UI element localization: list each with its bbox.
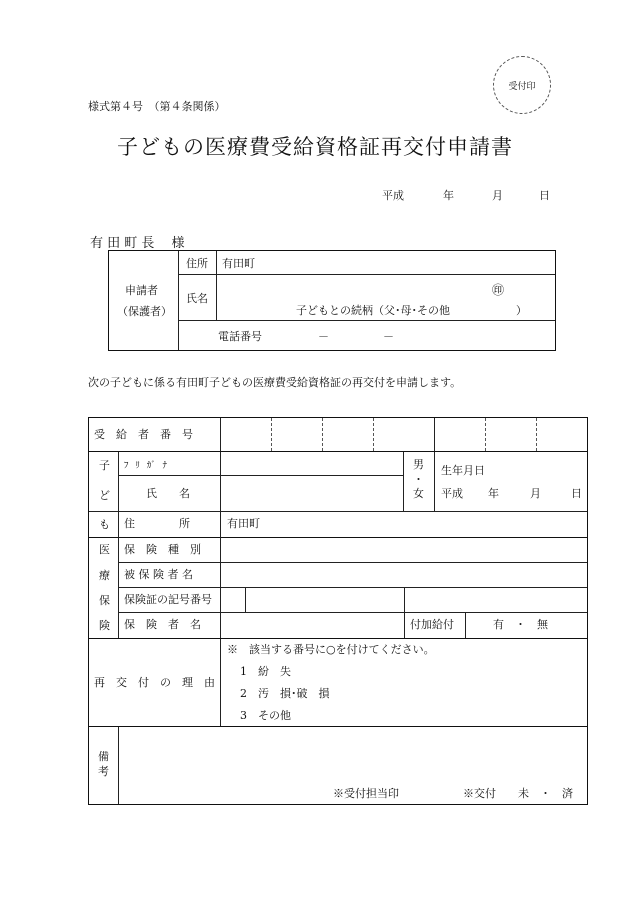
date-line [0, 190, 630, 204]
applicant-label: 申請者 [125, 284, 158, 297]
date-day: 日 [539, 189, 550, 202]
sex-dot: ・ [413, 473, 424, 486]
furigana-label: ﾌ ﾘ ｶﾞ ﾅ [124, 461, 170, 471]
phone-dash: － [383, 330, 394, 343]
sex-female[interactable]: 女 [413, 487, 424, 500]
additional-benefit-label: 付加給付 [410, 618, 454, 631]
insurance-type-label: 保 険 種 別 [124, 543, 201, 556]
birth-year: 年 [488, 487, 499, 500]
child-side-char: も [99, 518, 110, 531]
child-side-char: 子 [99, 459, 110, 472]
additional-benefit-choice[interactable]: 有 ・ 無 [493, 618, 548, 631]
phone-dash: － [318, 330, 329, 343]
birth-era: 平成 [441, 487, 463, 500]
insurance-side-char: 医 [99, 543, 110, 556]
insured-name-label: 被 保 険 者 名 [124, 568, 193, 581]
table-rule [89, 638, 587, 639]
addressee: 有 田 町 長 様 [90, 236, 185, 251]
card-number-label: 保険証の記号番号 [124, 593, 212, 606]
insurance-side-char: 保 [99, 594, 110, 607]
applicant-divider [216, 251, 217, 320]
child-address-label: 住 所 [124, 517, 190, 530]
insurer-name-label: 保 険 者 名 [124, 618, 201, 631]
staff-seal-label: ※受付担当印 [333, 787, 399, 800]
table-rule [434, 452, 435, 511]
child-address-value[interactable]: 有田町 [227, 517, 260, 530]
applicant-address-value[interactable]: 有田町 [222, 257, 255, 270]
date-era: 平成 [382, 189, 404, 202]
seal-mark: ㊞ [492, 283, 505, 297]
reason-note: ※ 該当する番号に○を付けてください。 [227, 643, 435, 656]
applicant-divider [178, 251, 179, 350]
applicant-divider [178, 320, 555, 321]
card-number-field[interactable] [246, 588, 404, 612]
applicant-divider [178, 274, 555, 275]
reason-label: 再 交 付 の 理 由 [94, 676, 215, 689]
issue-status: ※交付 未 ・ 済 [463, 787, 573, 800]
birth-month: 月 [530, 487, 541, 500]
page-title: 子どもの医療費受給資格証再交付申請書 [117, 135, 513, 159]
reason-option-lost[interactable]: 1 紛 失 [240, 665, 291, 678]
table-rule [465, 612, 466, 638]
applicant-address-label: 住所 [186, 257, 208, 270]
table-rule [220, 639, 221, 726]
reception-stamp-label: 受付印 [508, 81, 536, 92]
remarks-label: 考 [98, 765, 109, 778]
applicant-label-guardian: （保護者） [117, 305, 172, 318]
phone-label: 電話番号 [218, 330, 262, 343]
reason-option-other[interactable]: 3 その他 [240, 709, 291, 722]
furigana-field[interactable] [221, 452, 403, 475]
intro-text: 次の子どもに係る有田町子どもの医療費受給資格証の再交付を申請します。 [88, 376, 462, 389]
child-side-char: ど [99, 489, 110, 502]
birth-date-label: 生年月日 [441, 464, 485, 477]
date-month: 月 [492, 189, 503, 202]
recipient-number-label: 受 給 者 番 号 [94, 428, 193, 441]
remarks-label: 備 [98, 750, 109, 763]
reason-option-damaged[interactable]: 2 汚 損･破 損 [240, 687, 330, 700]
relation-field[interactable]: 子どもとの続柄（父･母･その他 ） [296, 304, 527, 317]
sex-male[interactable]: 男 [413, 458, 424, 471]
table-rule [89, 511, 587, 512]
recipient-number-field[interactable] [221, 418, 587, 451]
form-number: 様式第４号 （第４条関係） [88, 100, 226, 113]
applicant-name-label: 氏名 [186, 292, 208, 305]
applicant-box [108, 250, 556, 351]
table-rule [404, 587, 405, 638]
insurance-side-char: 療 [99, 569, 110, 582]
insured-name-field[interactable] [221, 563, 587, 587]
birth-day: 日 [571, 487, 582, 500]
remarks-field[interactable] [119, 727, 587, 783]
child-name-label: 氏 名 [146, 487, 190, 500]
insurer-name-field[interactable] [221, 613, 404, 638]
insurance-type-field[interactable] [221, 538, 587, 562]
date-year: 年 [443, 189, 454, 202]
child-name-field[interactable] [221, 476, 403, 511]
insurance-side-char: 険 [99, 619, 110, 632]
reception-stamp-circle [493, 56, 551, 114]
table-rule [403, 452, 404, 511]
table-rule [118, 452, 119, 638]
